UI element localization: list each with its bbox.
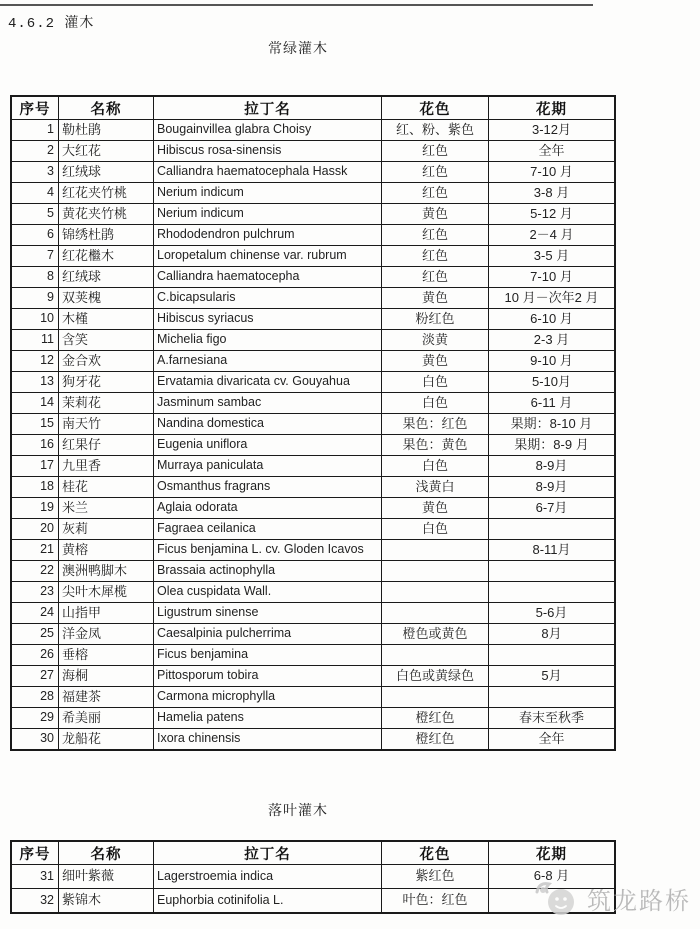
cell: 9-10 月 (489, 351, 616, 372)
column-header: 名称 (59, 841, 154, 865)
table-row (11, 624, 615, 645)
cell: 10 月－次年2 月 (489, 288, 616, 309)
cell: 6 (11, 225, 59, 246)
cell: Nerium indicum (154, 204, 382, 225)
table-row (11, 865, 615, 889)
table-row (11, 519, 615, 540)
cell: 澳洲鸭脚木 (59, 561, 154, 582)
cell (382, 540, 489, 561)
column-header: 花色 (382, 841, 489, 865)
cell: 红绒球 (59, 162, 154, 183)
cell: Rhododendron pulchrum (154, 225, 382, 246)
cell: 2 (11, 141, 59, 162)
cell: 21 (11, 540, 59, 561)
cell: 4 (11, 183, 59, 204)
table-row (11, 372, 615, 393)
cell: 16 (11, 435, 59, 456)
cell: 黄色 (382, 288, 489, 309)
cell: 红果仔 (59, 435, 154, 456)
cell: 红色 (382, 141, 489, 162)
cell: A.farnesiana (154, 351, 382, 372)
cell: Michelia figo (154, 330, 382, 351)
table-row (11, 540, 615, 561)
cell: Eugenia uniflora (154, 435, 382, 456)
cell: 尖叶木犀榄 (59, 582, 154, 603)
cell: 粉红色 (382, 309, 489, 330)
column-header: 拉丁名 (154, 841, 382, 865)
cell: 22 (11, 561, 59, 582)
cell: 橙色或黄色 (382, 624, 489, 645)
cell: Calliandra haematocepha (154, 267, 382, 288)
cell: 5-12 月 (489, 204, 616, 225)
cell (382, 561, 489, 582)
table-row (11, 183, 615, 204)
cell (382, 687, 489, 708)
cell: 15 (11, 414, 59, 435)
cell: Nandina domestica (154, 414, 382, 435)
cell: 南天竹 (59, 414, 154, 435)
cell: 13 (11, 372, 59, 393)
table-row (11, 351, 615, 372)
cell: C.bicapsularis (154, 288, 382, 309)
cell: 27 (11, 666, 59, 687)
cell: 12 (11, 351, 59, 372)
cell: 2-3 月 (489, 330, 616, 351)
cell: 32 (11, 889, 59, 914)
cell: 7-10 月 (489, 267, 616, 288)
cell: 双荚槐 (59, 288, 154, 309)
cell: 5月 (489, 666, 616, 687)
cell: 6-8 月 (489, 865, 616, 889)
cell: 黄色 (382, 351, 489, 372)
cell: 紫红色 (382, 865, 489, 889)
cell: 龙船花 (59, 729, 154, 751)
cell: 2－4 月 (489, 225, 616, 246)
cell: 果色：红色 (382, 414, 489, 435)
cell: Lagerstroemia indica (154, 865, 382, 889)
cell: 3 (11, 162, 59, 183)
cell: 果期：8-10 月 (489, 414, 616, 435)
cell: Ficus benjamina (154, 645, 382, 666)
column-header: 序号 (11, 96, 59, 120)
cell: 锦绣杜鹃 (59, 225, 154, 246)
table-row (11, 225, 615, 246)
cell: 3-5 月 (489, 246, 616, 267)
cell: Hamelia patens (154, 708, 382, 729)
cell: Bougainvillea glabra Choisy (154, 120, 382, 141)
cell: 17 (11, 456, 59, 477)
table-row (11, 246, 615, 267)
header-rule (0, 4, 593, 6)
cell: 6-10 月 (489, 309, 616, 330)
cell: 勒杜鹃 (59, 120, 154, 141)
cell: 7-10 月 (489, 162, 616, 183)
cell: 18 (11, 477, 59, 498)
cell: 3-8 月 (489, 183, 616, 204)
cell: 白色 (382, 519, 489, 540)
column-header: 拉丁名 (154, 96, 382, 120)
cell: 黄色 (382, 498, 489, 519)
cell: 红花檵木 (59, 246, 154, 267)
cell: 白色或黄绿色 (382, 666, 489, 687)
table-row (11, 729, 615, 751)
cell: 5-6月 (489, 603, 616, 624)
cell: Jasminum sambac (154, 393, 382, 414)
cell: 黄花夹竹桃 (59, 204, 154, 225)
cell: 白色 (382, 393, 489, 414)
cell: 福建茶 (59, 687, 154, 708)
cell: 木槿 (59, 309, 154, 330)
cell: 叶色：红色 (382, 889, 489, 914)
cell: 红色 (382, 183, 489, 204)
table-row (11, 330, 615, 351)
table-row (11, 456, 615, 477)
cell: Ficus benjamina L. cv. Gloden Icavos (154, 540, 382, 561)
cell: 紫锦木 (59, 889, 154, 914)
cell: 1 (11, 120, 59, 141)
cell (382, 645, 489, 666)
cell: Aglaia odorata (154, 498, 382, 519)
cell: Murraya paniculata (154, 456, 382, 477)
cell: Fagraea ceilanica (154, 519, 382, 540)
table-row (11, 645, 615, 666)
cell (489, 582, 616, 603)
cell: Loropetalum chinense var. rubrum (154, 246, 382, 267)
cell: 细叶紫薇 (59, 865, 154, 889)
table-row (11, 561, 615, 582)
table-title-evergreen: 常绿灌木 (268, 40, 328, 56)
cell: 果期：8-9 月 (489, 435, 616, 456)
cell: 全年 (489, 729, 616, 751)
cell: Euphorbia cotinifolia L. (154, 889, 382, 914)
cell: 希美丽 (59, 708, 154, 729)
cell: 红色 (382, 225, 489, 246)
cell: Brassaia actinophylla (154, 561, 382, 582)
cell: 橙红色 (382, 729, 489, 751)
cell: 25 (11, 624, 59, 645)
header-row (11, 96, 615, 120)
cell: 8 (11, 267, 59, 288)
cell: 20 (11, 519, 59, 540)
cell: Ervatamia divaricata cv. Gouyahua (154, 372, 382, 393)
cell: 8-9月 (489, 456, 616, 477)
cell: 10 (11, 309, 59, 330)
table-row (11, 288, 615, 309)
cell: Hibiscus syriacus (154, 309, 382, 330)
table-row (11, 414, 615, 435)
table-row (11, 309, 615, 330)
cell: 含笑 (59, 330, 154, 351)
cell: 23 (11, 582, 59, 603)
cell: 浅黄白 (382, 477, 489, 498)
cell: 白色 (382, 372, 489, 393)
cell: 桂花 (59, 477, 154, 498)
cell: 19 (11, 498, 59, 519)
cell: Ligustrum sinense (154, 603, 382, 624)
cell: 黄色 (382, 204, 489, 225)
cell: 7 (11, 246, 59, 267)
table-row (11, 477, 615, 498)
cell: 米兰 (59, 498, 154, 519)
cell: 28 (11, 687, 59, 708)
cell: 狗牙花 (59, 372, 154, 393)
cell: Caesalpinia pulcherrima (154, 624, 382, 645)
cell: 6-7月 (489, 498, 616, 519)
cell: 31 (11, 865, 59, 889)
cell: 30 (11, 729, 59, 751)
table-row (11, 889, 615, 914)
cell: 白色 (382, 456, 489, 477)
cell: 山指甲 (59, 603, 154, 624)
cell: 灰莉 (59, 519, 154, 540)
cell: 大红花 (59, 141, 154, 162)
column-header: 花期 (489, 841, 616, 865)
cell: 5 (11, 204, 59, 225)
cell: 8-9月 (489, 477, 616, 498)
cell: 春末至秋季 (489, 708, 616, 729)
table-row (11, 582, 615, 603)
cell: 红色 (382, 162, 489, 183)
cell: 24 (11, 603, 59, 624)
cell: Hibiscus rosa-sinensis (154, 141, 382, 162)
table-title-deciduous: 落叶灌木 (268, 802, 328, 818)
cell: Olea cuspidata Wall. (154, 582, 382, 603)
cell: 红花夹竹桃 (59, 183, 154, 204)
column-header: 花期 (489, 96, 616, 120)
cell (489, 687, 616, 708)
cell: Calliandra haematocephala Hassk (154, 162, 382, 183)
cell: 5-10月 (489, 372, 616, 393)
cell: 8月 (489, 624, 616, 645)
cell: 茉莉花 (59, 393, 154, 414)
cell: 红色 (382, 246, 489, 267)
deciduous-shrub-table (10, 840, 616, 914)
cell: Nerium indicum (154, 183, 382, 204)
table-row (11, 204, 615, 225)
table-row (11, 666, 615, 687)
cell: Carmona microphylla (154, 687, 382, 708)
cell (382, 582, 489, 603)
header-row (11, 841, 615, 865)
cell: 海桐 (59, 666, 154, 687)
cell: 垂榕 (59, 645, 154, 666)
watermark-text: 筑龙路桥 (587, 887, 691, 915)
cell: 黄榕 (59, 540, 154, 561)
cell: 3-12月 (489, 120, 616, 141)
section-heading: 4.6.2 灌木 (8, 16, 95, 32)
cell (489, 561, 616, 582)
cell (489, 889, 616, 914)
table-row (11, 162, 615, 183)
table-row (11, 603, 615, 624)
table-row (11, 708, 615, 729)
cell: 金合欢 (59, 351, 154, 372)
cell: 9 (11, 288, 59, 309)
table-row (11, 498, 615, 519)
cell: 11 (11, 330, 59, 351)
cell: 29 (11, 708, 59, 729)
table-row (11, 267, 615, 288)
cell: 橙红色 (382, 708, 489, 729)
column-header: 花色 (382, 96, 489, 120)
table-row (11, 120, 615, 141)
cell: 红绒球 (59, 267, 154, 288)
cell: 洋金凤 (59, 624, 154, 645)
cell (489, 519, 616, 540)
table-row (11, 687, 615, 708)
cell: 九里香 (59, 456, 154, 477)
cell: 14 (11, 393, 59, 414)
column-header: 序号 (11, 841, 59, 865)
evergreen-shrub-table (10, 95, 616, 751)
cell (489, 645, 616, 666)
cell: 6-11 月 (489, 393, 616, 414)
cell: Pittosporum tobira (154, 666, 382, 687)
table-row (11, 435, 615, 456)
cell: 全年 (489, 141, 616, 162)
cell: 淡黄 (382, 330, 489, 351)
cell: 果色：黄色 (382, 435, 489, 456)
column-header: 名称 (59, 96, 154, 120)
table-row (11, 141, 615, 162)
cell: 红、粉、紫色 (382, 120, 489, 141)
table-row (11, 393, 615, 414)
cell: 8-11月 (489, 540, 616, 561)
cell: 红色 (382, 267, 489, 288)
cell (382, 603, 489, 624)
cell: 26 (11, 645, 59, 666)
cell: Osmanthus fragrans (154, 477, 382, 498)
cell: Ixora chinensis (154, 729, 382, 751)
